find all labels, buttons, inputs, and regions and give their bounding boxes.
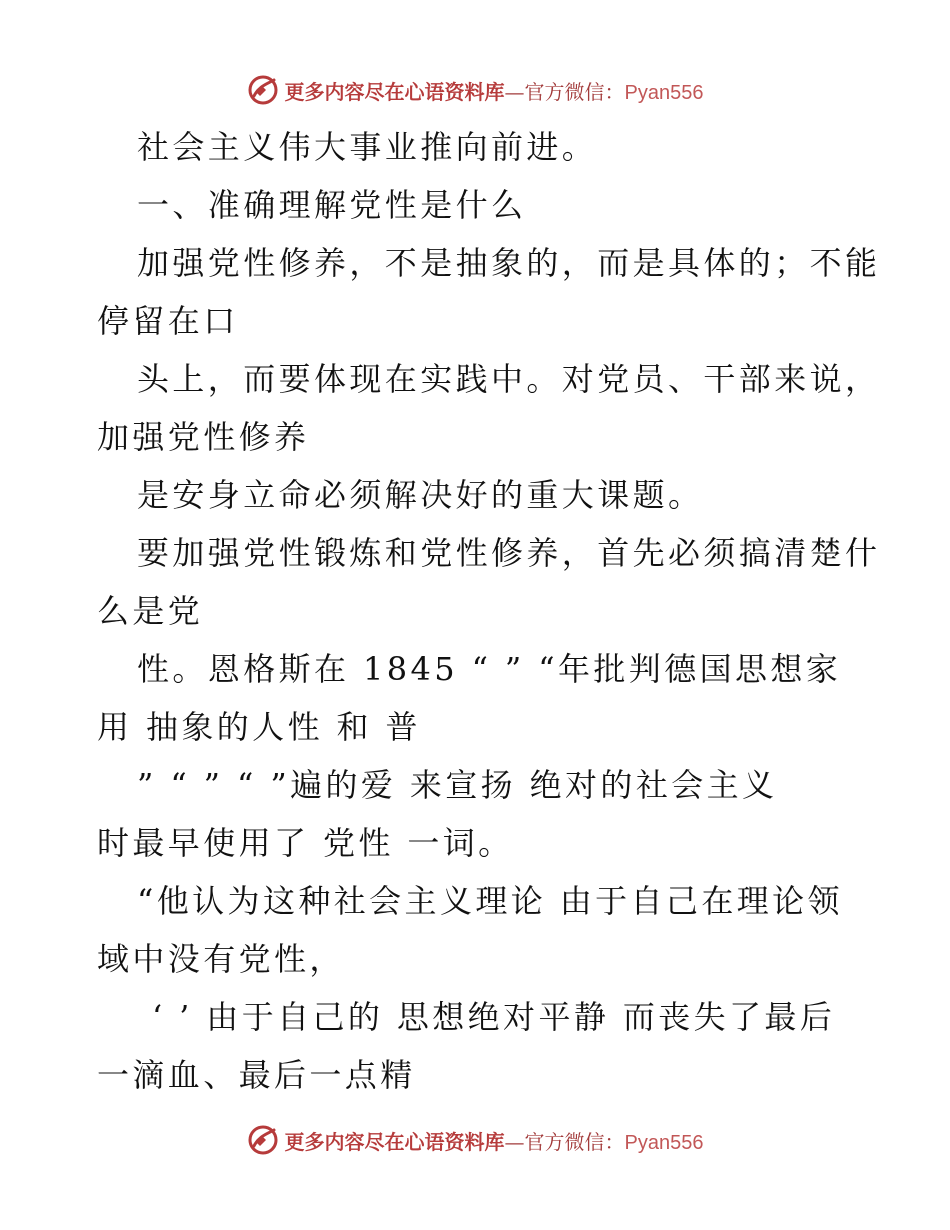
section-heading: 一、准确理解党性是什么 [137, 186, 527, 224]
text-line: ‘ ’ 由于自己的 思想绝对平静 而丧失了最后 [152, 998, 836, 1036]
brand-logo-icon [247, 1124, 279, 1156]
document-body [97, 118, 881, 1104]
text-line: 用 抽象的人性 和 普 [97, 708, 421, 746]
text-line: 要加强党性锻炼和党性修养，首先必须搞清楚什 [137, 534, 881, 572]
footer-banner [0, 1120, 950, 1160]
banner-text: 更多内容尽在心语资料库—官方微信：Pyan556 [284, 79, 704, 104]
text-line: 加强党性修养 [97, 418, 310, 456]
text-line: 加强党性修养，不是抽象的，而是具体的；不能 [137, 244, 881, 282]
brand-logo-icon [247, 74, 279, 106]
text-line: 停留在口 [97, 302, 239, 340]
text-line: 头上，而要体现在实践中。对党员、干部来说， [137, 360, 881, 398]
banner-text: 更多内容尽在心语资料库—官方微信：Pyan556 [284, 1129, 704, 1154]
text-line: 一滴血、最后一点精 [97, 1056, 416, 1094]
text-line: 域中没有党性， [97, 940, 345, 978]
text-line: 时最早使用了 党性 一词。 [97, 824, 514, 862]
text-line: 么是党 [97, 592, 204, 630]
text-line: 性。恩格斯在 1845 “ ” “年批判德国思想家 [137, 650, 842, 688]
header-banner [0, 70, 950, 110]
text-line: “他认为这种社会主义理论 由于自己在理论领 [137, 882, 843, 920]
text-line: ” “ ” “ ”遍的爱 来宣扬 绝对的社会主义 [137, 766, 778, 804]
text-line: 是安身立命必须解决好的重大课题。 [137, 476, 704, 514]
text-line: 社会主义伟大事业推向前进。 [137, 128, 598, 166]
